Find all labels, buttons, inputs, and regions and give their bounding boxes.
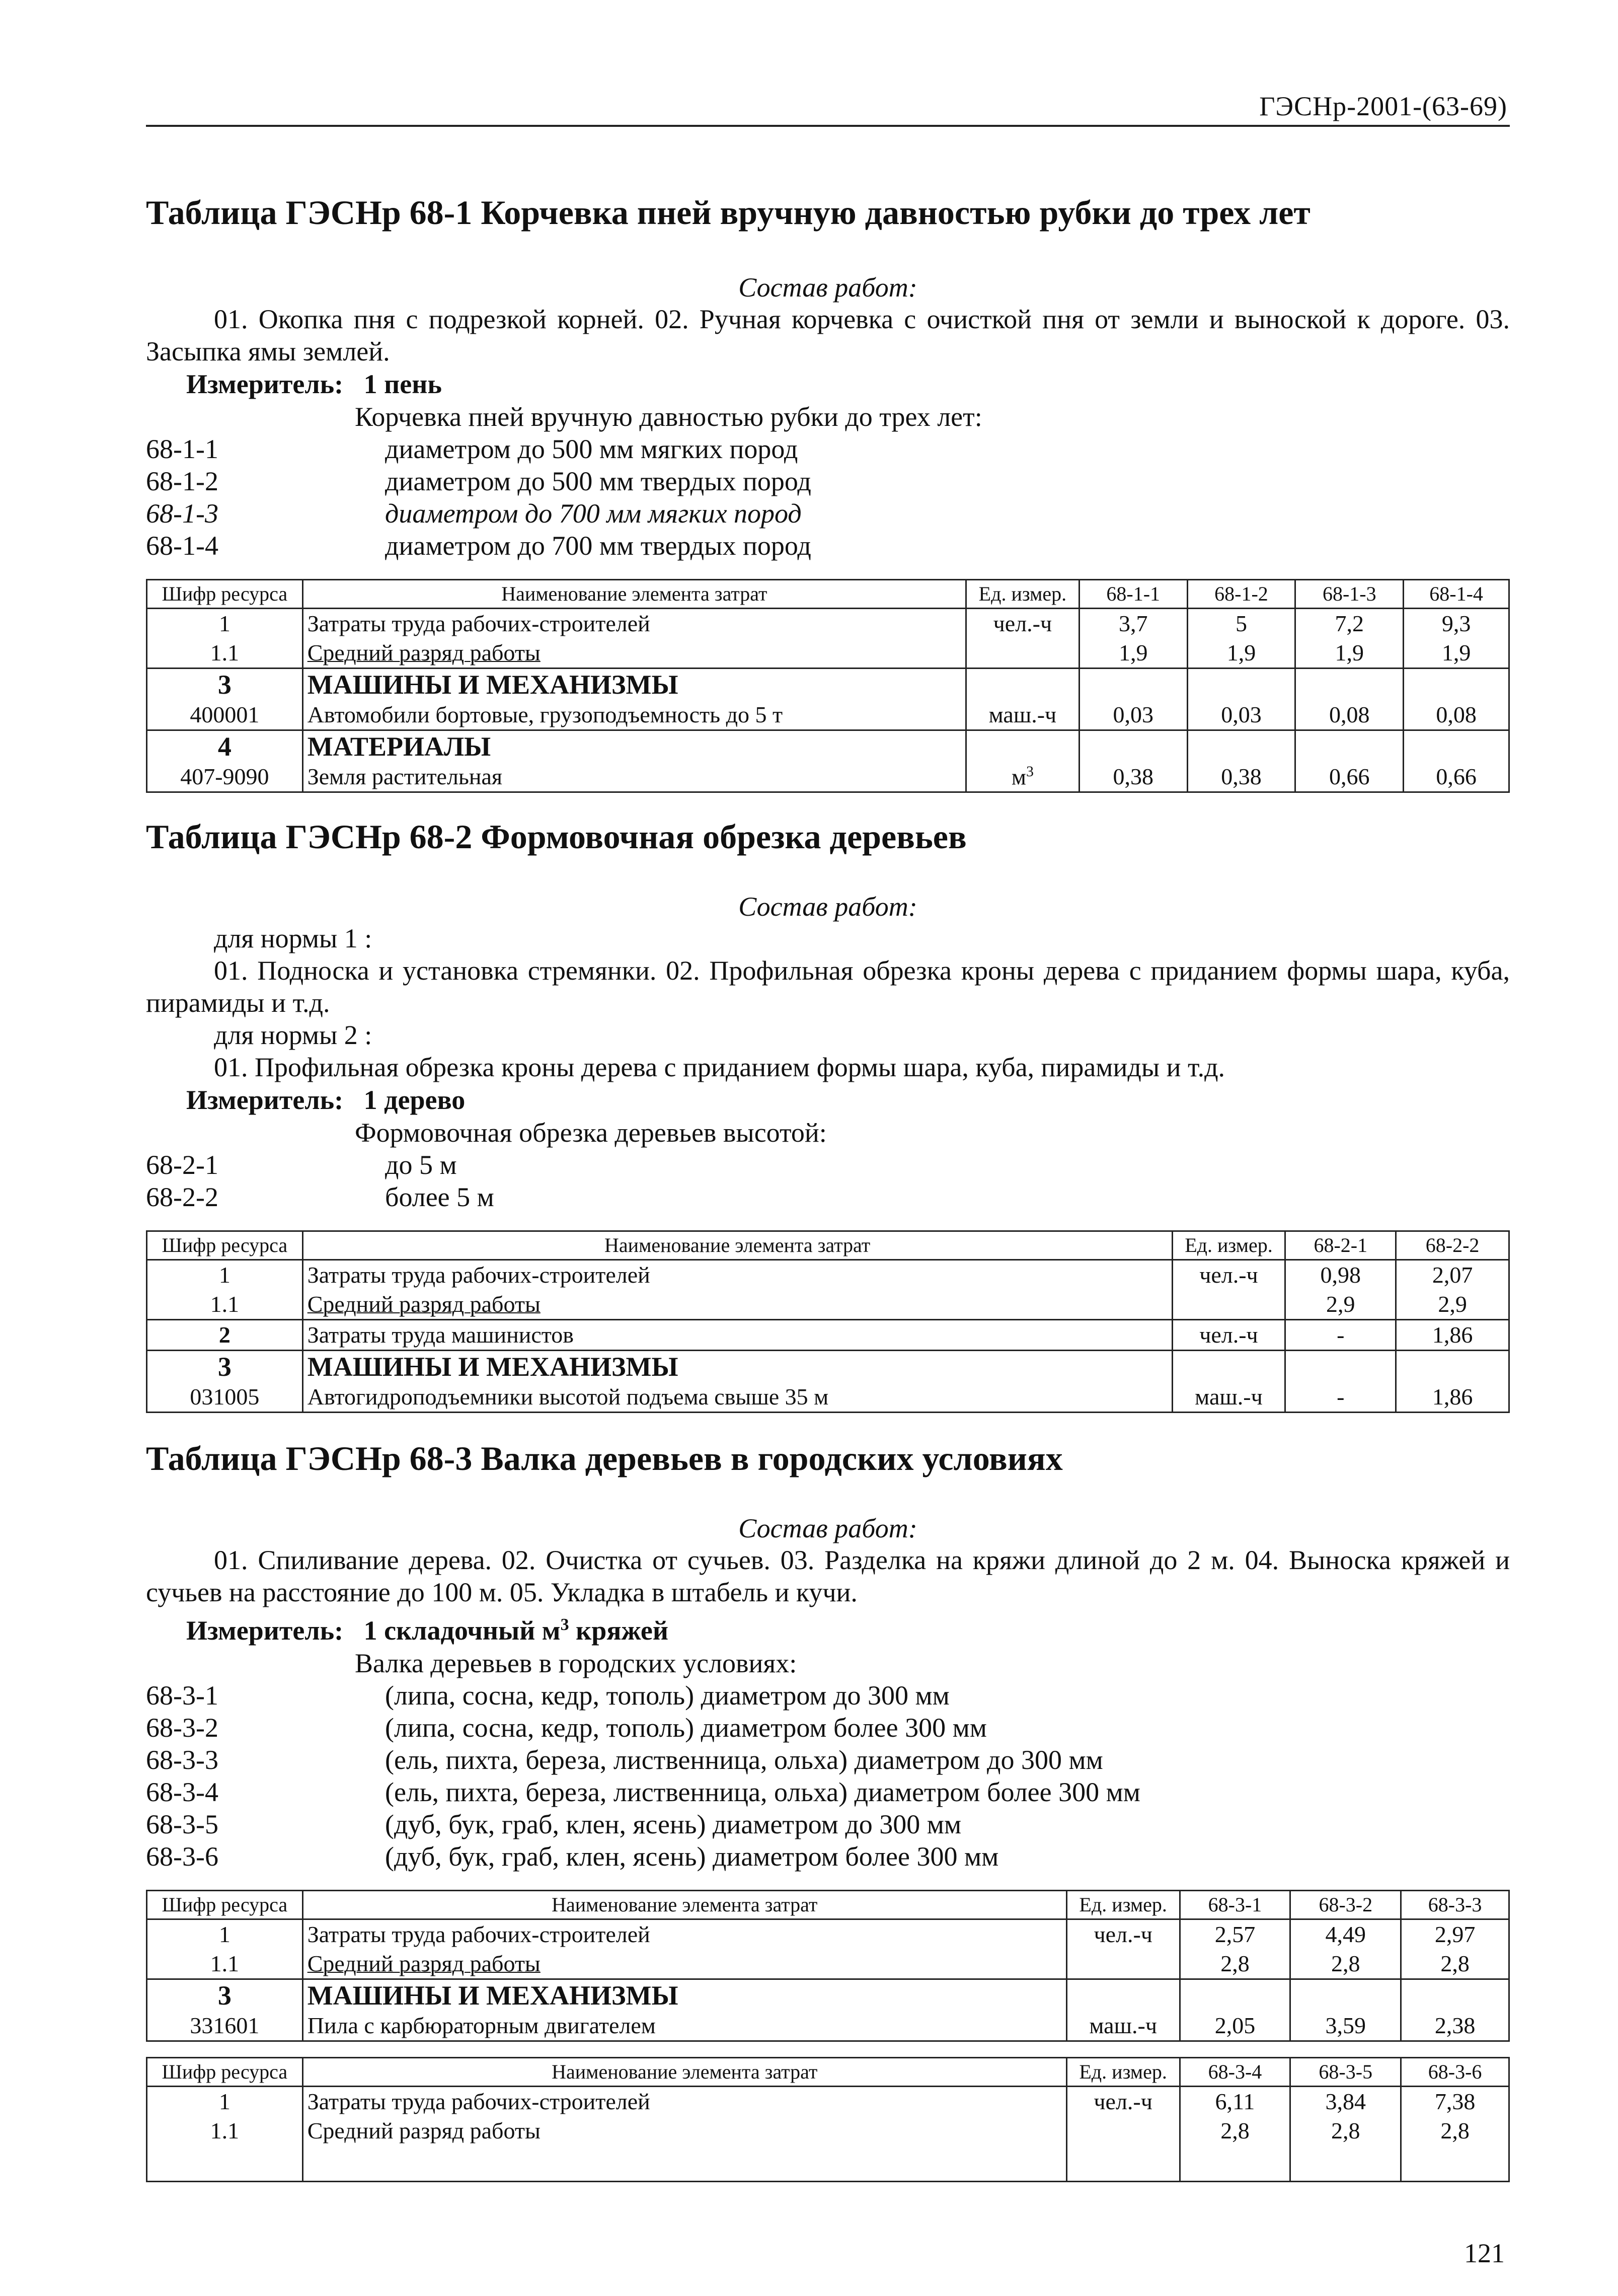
- value-cell: 2,8: [1180, 1949, 1290, 1979]
- measure-unit-label: Измеритель:: [186, 1615, 344, 1646]
- value-cell: 6,11: [1180, 2086, 1290, 2116]
- measure-unit-value: 1 пень: [363, 368, 442, 399]
- table-header-row: [147, 579, 1509, 608]
- norm-description: более 5 м: [385, 1181, 494, 1212]
- work-composition-text: 01. Спиливание дерева. 02. Очистка от сучьев. 03. Разделка на кряжи длиной до 2 м. 04. Выноска кряжей и сучьев на расстояние до 100 м. 05. Укладка в штабель и кучи.: [146, 1544, 1510, 1607]
- resource-code: 1: [147, 2086, 303, 2116]
- value-cell: 1,9: [1404, 638, 1509, 669]
- measure-unit-value: 1 дерево: [363, 1084, 466, 1115]
- unit: маш.-ч: [1172, 1382, 1285, 1413]
- section-name: МАТЕРИАЛЫ: [302, 730, 966, 762]
- value-cell: 0,08: [1295, 700, 1404, 730]
- value-cell: 2,9: [1396, 1290, 1509, 1320]
- norm-intro: Валка деревьев в городских условиях:: [355, 1648, 797, 1678]
- column-header: 68-2-1: [1285, 1231, 1396, 1260]
- cost-element-name: Земля растительная: [302, 762, 966, 792]
- unit: чел.-ч: [1172, 1260, 1285, 1290]
- table-section-row: [147, 730, 1509, 762]
- norm-code: 68-1-4: [146, 530, 218, 561]
- norm-code-row: [146, 465, 1510, 497]
- column-header: Ед. измер.: [1066, 1890, 1180, 1919]
- column-header: 68-3-1: [1180, 1890, 1290, 1919]
- value-cell: 2,8: [1180, 2116, 1290, 2145]
- section-68-1: [146, 194, 1510, 793]
- column-header: 68-3-5: [1290, 2057, 1401, 2086]
- value-cell: 0,08: [1404, 700, 1509, 730]
- table-row: [147, 700, 1509, 730]
- norm-description: диаметром до 700 мм твердых пород: [385, 530, 811, 561]
- value-cell: 4,49: [1290, 1919, 1401, 1949]
- measure-unit-label: Измеритель:: [186, 1084, 344, 1115]
- value-cell: 2,97: [1401, 1919, 1509, 1949]
- work-composition-text: 01. Подноска и установка стремянки. 02. Профильная обрезка кроны дерева с приданием формы шара, куба, пирамиды и т.д.: [146, 955, 1510, 1018]
- column-header: 68-3-3: [1401, 1890, 1509, 1919]
- norm-code: 68-2-2: [146, 1181, 218, 1212]
- norm-code-row: [146, 1840, 1510, 1873]
- table-section-row: [147, 1350, 1509, 1382]
- norm-code: 68-2-1: [146, 1149, 218, 1180]
- value-cell: 3,84: [1290, 2086, 1401, 2116]
- resource-code: 1: [147, 1919, 303, 1949]
- value-cell: 1,9: [1079, 638, 1187, 669]
- norm-description: (дуб, бук, граб, клен, ясень) диаметром до 300 мм: [385, 1809, 962, 1839]
- norm-code-row: [146, 497, 1510, 530]
- resource-code: 400001: [147, 700, 303, 730]
- value-cell: 1,86: [1396, 1319, 1509, 1350]
- table-header-row: [147, 2057, 1509, 2086]
- column-header: Ед. измер.: [966, 579, 1080, 608]
- table-row: [147, 2011, 1509, 2041]
- cost-element-name: Средний разряд работы: [302, 638, 966, 669]
- norm-code: 68-3-5: [146, 1809, 218, 1839]
- table-row: [147, 608, 1509, 638]
- norm-code: 68-3-6: [146, 1841, 218, 1872]
- unit: [966, 638, 1080, 669]
- table-row: [147, 1949, 1509, 1979]
- column-header: 68-3-6: [1401, 2057, 1509, 2086]
- table-row: [147, 2145, 1509, 2182]
- column-header: 68-3-2: [1290, 1890, 1401, 1919]
- value-cell: 2,57: [1180, 1919, 1290, 1949]
- column-header: 68-1-2: [1187, 579, 1295, 608]
- norm-description: (липа, сосна, кедр, тополь) диаметром более 300 мм: [385, 1712, 987, 1743]
- norm-code-row: [146, 1149, 1510, 1181]
- value-cell: 2,8: [1290, 1949, 1401, 1979]
- resource-code: 1.1: [147, 1290, 303, 1320]
- value-cell: 7,2: [1295, 608, 1404, 638]
- norm-code: 68-3-2: [146, 1712, 218, 1743]
- value-cell: 0,38: [1079, 762, 1187, 792]
- value-cell: 2,8: [1401, 1949, 1509, 1979]
- cost-element-name: Затраты труда рабочих-строителей: [302, 2086, 1066, 2116]
- unit: маш.-ч: [966, 700, 1080, 730]
- table-row: [147, 762, 1509, 792]
- unit: [1172, 1290, 1285, 1320]
- norm-code: 68-1-2: [146, 466, 218, 496]
- column-header: Наименование элемента затрат: [302, 2057, 1066, 2086]
- resource-code: 3: [147, 668, 303, 700]
- unit-text: м: [1011, 764, 1026, 790]
- unit: маш.-ч: [1066, 2011, 1180, 2041]
- table-row: [147, 2086, 1509, 2116]
- value-cell: 1,9: [1187, 638, 1295, 669]
- column-header: 68-1-4: [1404, 579, 1509, 608]
- section-name: МАШИНЫ И МЕХАНИЗМЫ: [302, 1979, 1066, 2011]
- work-composition-heading: Состав работ:: [738, 272, 917, 303]
- unit: чел.-ч: [1066, 1919, 1180, 1949]
- table-row: [147, 2116, 1509, 2145]
- norm-intro: Корчевка пней вручную давностью рубки до трех лет:: [355, 401, 982, 432]
- norm-code: 68-3-3: [146, 1744, 218, 1775]
- norm-description: (дуб, бук, граб, клен, ясень) диаметром более 300 мм: [385, 1841, 999, 1872]
- page-number: 121: [1464, 2238, 1505, 2268]
- column-header: Наименование элемента затрат: [302, 1890, 1066, 1919]
- cost-element-name: Затраты труда рабочих-строителей: [302, 1260, 1172, 1290]
- section-title: Таблица ГЭСНр 68-1 Корчевка пней вручную давностью рубки до трех лет: [146, 193, 1311, 232]
- resource-code: 4: [147, 730, 303, 762]
- norm-code: 68-3-4: [146, 1776, 218, 1807]
- norm-code-row: [146, 530, 1510, 562]
- value-cell: 2,9: [1285, 1290, 1396, 1320]
- header-rule: [146, 125, 1510, 127]
- document-code: ГЭСНр-2001-(63-69): [1259, 91, 1507, 121]
- column-header: Ед. измер.: [1172, 1231, 1285, 1260]
- table-row: [147, 1319, 1509, 1350]
- cost-element-name: Средний разряд работы: [302, 1949, 1066, 1979]
- resource-code: 1.1: [147, 638, 303, 669]
- norm-code-row: [146, 1181, 1510, 1213]
- column-header: 68-1-3: [1295, 579, 1404, 608]
- column-header: Наименование элемента затрат: [302, 579, 966, 608]
- table-row: [147, 1290, 1509, 1320]
- unit: чел.-ч: [1066, 2086, 1180, 2116]
- norm-code-row: [146, 1744, 1510, 1776]
- value-cell: 0,66: [1295, 762, 1404, 792]
- value-cell: 0,03: [1187, 700, 1295, 730]
- value-cell: 2,38: [1401, 2011, 1509, 2041]
- value-cell: -: [1285, 1382, 1396, 1413]
- column-header: Шифр ресурса: [147, 1231, 303, 1260]
- section-name: МАШИНЫ И МЕХАНИЗМЫ: [302, 1350, 1172, 1382]
- measure-unit: [146, 367, 1510, 401]
- work-composition-text: 01. Профильная обрезка кроны дерева с приданием формы шара, куба, пирамиды и т.д.: [214, 1052, 1225, 1082]
- section-title: Таблица ГЭСНр 68-2 Формовочная обрезка деревьев: [146, 818, 967, 856]
- work-composition-heading: Состав работ:: [738, 891, 917, 922]
- unit: чел.-ч: [966, 608, 1080, 638]
- unit: чел.-ч: [1172, 1319, 1285, 1350]
- value-cell: 7,38: [1401, 2086, 1509, 2116]
- measure-unit-suffix: кряжей: [569, 1615, 668, 1646]
- value-cell: 2,8: [1401, 2116, 1509, 2145]
- column-header: Ед. измер.: [1066, 2057, 1180, 2086]
- norm-code-row: [146, 1712, 1510, 1744]
- norm-code: 68-1-1: [146, 433, 218, 464]
- section-68-3: [146, 1440, 1510, 2182]
- unit: [1066, 1949, 1180, 1979]
- resource-code: 2: [147, 1319, 303, 1350]
- resource-code: 1.1: [147, 1949, 303, 1979]
- norm-code: 68-1-3: [146, 498, 218, 529]
- measure-unit-superscript: 3: [560, 1615, 569, 1634]
- norm-description: диаметром до 500 мм твердых пород: [385, 466, 811, 496]
- table-row: [147, 1260, 1509, 1290]
- norm-description: до 5 м: [385, 1149, 457, 1180]
- norm-description: (липа, сосна, кедр, тополь) диаметром до 300 мм: [385, 1680, 950, 1711]
- norm-description: (ель, пихта, береза, лиственница, ольха) диаметром более 300 мм: [385, 1776, 1140, 1807]
- resource-code: 407-9090: [147, 762, 303, 792]
- cost-element-name: Автогидроподъемники высотой подъема свыше 35 м: [302, 1382, 1172, 1413]
- norm-intro: Формовочная обрезка деревьев высотой:: [355, 1117, 827, 1148]
- cost-element-name: Пила с карбюраторным двигателем: [302, 2011, 1066, 2041]
- value-cell: 5: [1187, 608, 1295, 638]
- value-cell: 1,86: [1396, 1382, 1509, 1413]
- cost-element-name: Затраты труда рабочих-строителей: [302, 608, 966, 638]
- value-cell: 0,38: [1187, 762, 1295, 792]
- column-header: 68-3-4: [1180, 2057, 1290, 2086]
- column-header: Шифр ресурса: [147, 579, 303, 608]
- value-cell: 3,59: [1290, 2011, 1401, 2041]
- resource-code: 1: [147, 608, 303, 638]
- cost-element-name: Автомобили бортовые, грузоподъемность до 5 т: [302, 700, 966, 730]
- resource-table: [146, 1890, 1510, 2042]
- norm-code: 68-3-1: [146, 1680, 218, 1711]
- table-row: [147, 1382, 1509, 1413]
- cost-element-name: Затраты труда машинистов: [302, 1319, 1172, 1350]
- section-68-2: [146, 818, 1510, 1413]
- value-cell: 1,9: [1295, 638, 1404, 669]
- table-header-row: [147, 1890, 1509, 1919]
- norm-code-row: [146, 1679, 1510, 1712]
- resource-table: [146, 1230, 1510, 1413]
- norm-label: для нормы 2 :: [214, 1019, 372, 1050]
- cost-element-name: Средний разряд работы: [302, 1290, 1172, 1320]
- table-section-row: [147, 1979, 1509, 2011]
- cost-element-name: Затраты труда рабочих-строителей: [302, 1919, 1066, 1949]
- table-section-row: [147, 668, 1509, 700]
- table-row: [147, 1919, 1509, 1949]
- value-cell: -: [1285, 1319, 1396, 1350]
- value-cell: 0,98: [1285, 1260, 1396, 1290]
- value-cell: 2,05: [1180, 2011, 1290, 2041]
- section-title: Таблица ГЭСНр 68-3 Валка деревьев в городских условиях: [146, 1439, 1063, 1477]
- resource-code: 331601: [147, 2011, 303, 2041]
- value-cell: 2,07: [1396, 1260, 1509, 1290]
- value-cell: 2,8: [1290, 2116, 1401, 2145]
- section-name: МАШИНЫ И МЕХАНИЗМЫ: [302, 668, 966, 700]
- value-cell: 0,66: [1404, 762, 1509, 792]
- resource-table: [146, 579, 1510, 793]
- resource-code: 3: [147, 1979, 303, 2011]
- measure-unit-label: Измеритель:: [186, 368, 344, 399]
- value-cell: 3,7: [1079, 608, 1187, 638]
- work-composition-heading: Состав работ:: [738, 1513, 917, 1543]
- resource-code: 3: [147, 1350, 303, 1382]
- resource-code: 1: [147, 1260, 303, 1290]
- unit-superscript: 3: [1026, 763, 1034, 780]
- unit: [966, 762, 1080, 792]
- column-header: Наименование элемента затрат: [302, 1231, 1172, 1260]
- column-header: 68-2-2: [1396, 1231, 1509, 1260]
- norm-description: (ель, пихта, береза, лиственница, ольха) диаметром до 300 мм: [385, 1744, 1103, 1775]
- resource-code: 1.1: [147, 2116, 303, 2145]
- work-composition-text: 01. Окопка пня с подрезкой корней. 02. Ручная корчевка с очисткой пня от земли и выноской к дороге. 03. Засыпка ямы землей.: [146, 304, 1510, 366]
- value-cell: 0,03: [1079, 700, 1187, 730]
- column-header: Шифр ресурса: [147, 2057, 303, 2086]
- resource-table: [146, 2057, 1510, 2182]
- measure-unit: [146, 1608, 1510, 1647]
- measure-unit-value: 1 складочный м: [363, 1615, 561, 1646]
- column-header: 68-1-1: [1079, 579, 1187, 608]
- norm-description: диаметром до 500 мм мягких пород: [385, 433, 798, 464]
- norm-description: диаметром до 700 мм мягких пород: [385, 498, 802, 529]
- resource-code: 031005: [147, 1382, 303, 1413]
- cost-element-name: Средний разряд работы: [302, 2116, 1066, 2145]
- measure-unit: [146, 1083, 1510, 1117]
- table-header-row: [147, 1231, 1509, 1260]
- table-row: [147, 638, 1509, 669]
- norm-label: для нормы 1 :: [214, 923, 372, 953]
- value-cell: 9,3: [1404, 608, 1509, 638]
- norm-code-row: [146, 1776, 1510, 1808]
- column-header: Шифр ресурса: [147, 1890, 303, 1919]
- norm-code-row: [146, 1808, 1510, 1840]
- norm-code-row: [146, 433, 1510, 465]
- unit: [1066, 2116, 1180, 2145]
